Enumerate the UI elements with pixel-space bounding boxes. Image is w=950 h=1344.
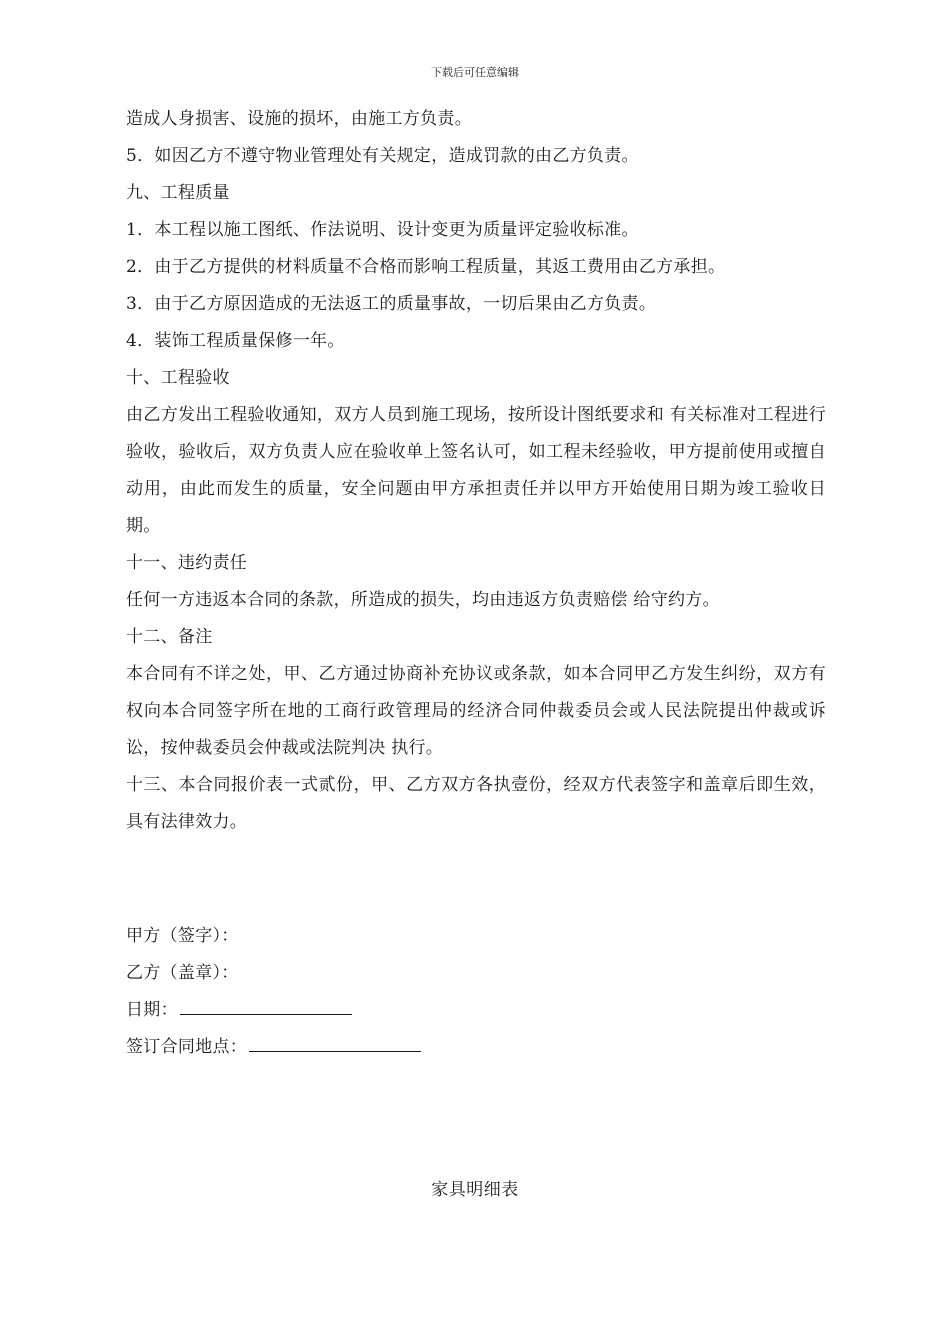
section-heading-breach: 十一、违约责任 xyxy=(126,553,248,573)
paragraph-safety-liability: 造成人身损害、设施的损坏，由施工方负责。 xyxy=(126,109,472,129)
party-b-seal xyxy=(126,955,626,992)
page-header-note: 下载后可任意编辑 xyxy=(431,66,519,79)
section-heading-remarks: 十二、备注 xyxy=(126,627,213,647)
place-blank xyxy=(249,1033,421,1052)
paragraph-quality-accident: 3．由于乙方原因造成的无法返工的质量事故，一切后果由乙方负责。 xyxy=(126,294,657,314)
party-a-signature xyxy=(126,918,626,955)
place-label: 签订合同地点： xyxy=(126,1037,248,1057)
signature-block xyxy=(126,918,626,1066)
party-b-label: 乙方（盖章）： xyxy=(126,963,239,983)
paragraph-material-quality: 2．由于乙方提供的材料质量不合格而影响工程质量，其返工费用由乙方承担。 xyxy=(126,257,726,277)
paragraph-quality-standard: 1．本工程以施工图纸、作法说明、设计变更为质量评定验收标准。 xyxy=(126,220,639,240)
place-line xyxy=(126,1029,626,1066)
paragraph-copies: 十三、本合同报价表一式贰份，甲、乙方双方各执壹份，经双方代表签字和盖章后即生效，具有法律效力。 xyxy=(126,775,826,832)
paragraph-acceptance: 由乙方发出工程验收通知，双方人员到施工现场，按所设计图纸要求和 有关标准对工程进行验收，验收后，双方负责人应在验收单上签名认可，如工程未经验收，甲方提前使用或擅自动用，由此而发生的质量，安全问题由甲方承担责任并以甲方开始使用日期为竣工验收日期。 xyxy=(126,405,826,536)
furniture-table-title: 家具明细表 xyxy=(431,1180,519,1200)
date-label: 日期： xyxy=(126,1000,178,1020)
paragraph-fine-liability: 5．如因乙方不遵守物业管理处有关规定，造成罚款的由乙方负责。 xyxy=(126,146,639,166)
paragraph-remarks: 本合同有不详之处，甲、乙方通过协商补充协议或条款，如本合同甲乙方发生纠纷，双方有权向本合同签字所在地的工商行政管理局的经济合同仲裁委员会或人民法院提出仲裁或诉讼，按仲裁委员会仲裁或法院判决 执行。 xyxy=(126,664,826,758)
date-blank xyxy=(180,996,352,1015)
paragraph-breach: 任何一方违返本合同的条款，所造成的损失，均由违返方负责赔偿 给守约方。 xyxy=(126,590,720,610)
section-heading-acceptance: 十、工程验收 xyxy=(126,368,230,388)
date-line xyxy=(126,992,626,1029)
party-a-label: 甲方（签字）： xyxy=(126,926,239,946)
paragraph-warranty: 4．装饰工程质量保修一年。 xyxy=(126,331,345,351)
contract-body xyxy=(126,101,826,841)
section-heading-quality: 九、工程质量 xyxy=(126,183,230,203)
